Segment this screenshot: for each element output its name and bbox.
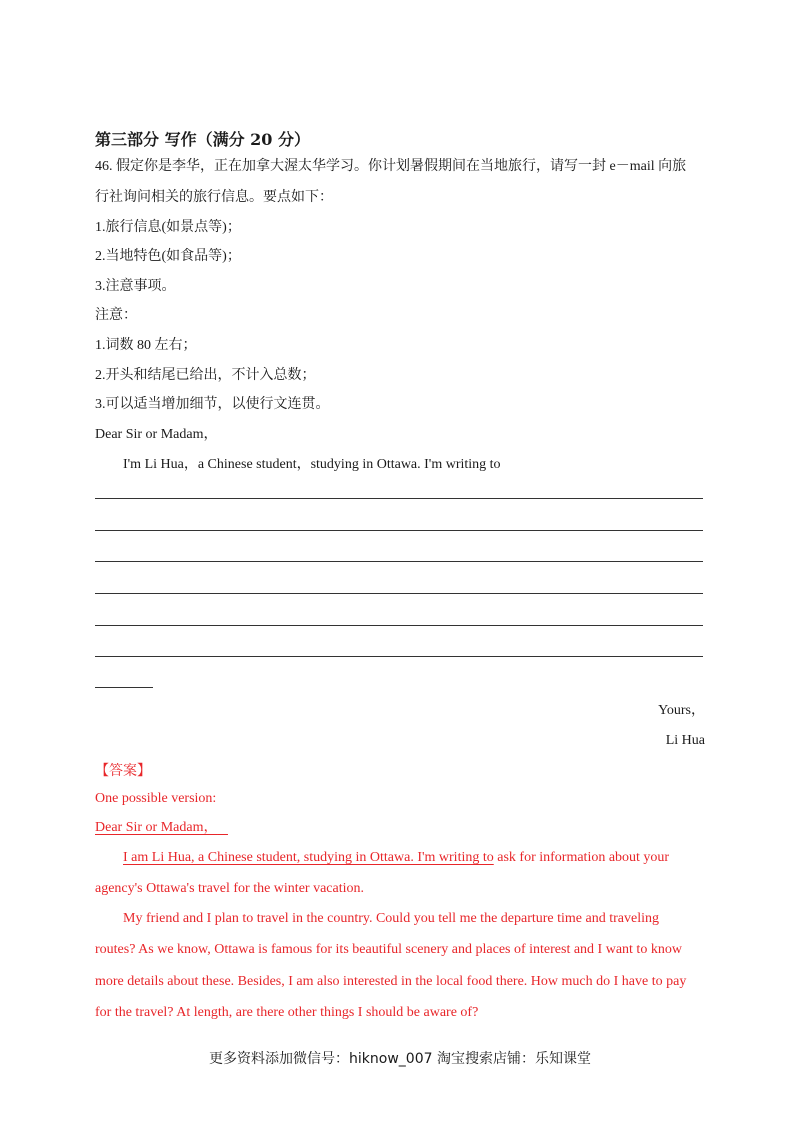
writing-line-1[interactable] — [95, 498, 703, 499]
writing-line-5[interactable] — [95, 625, 703, 626]
writing-line-2[interactable] — [95, 530, 703, 531]
writing-line-6[interactable] — [95, 656, 703, 657]
note-3: 3.可以适当增加细节，以使行文连贯。 — [95, 397, 330, 412]
point-2: 2.当地特色(如食品等)； — [95, 249, 241, 264]
writing-line-4[interactable] — [95, 593, 703, 594]
letter-opening: I'm Li Hua，a Chinese student，studying in Ottawa. I'm writing to — [123, 457, 501, 472]
note-1: 1.词数 80 左右； — [95, 338, 197, 353]
answer-label: 【答案】 — [95, 763, 151, 779]
letter-greeting: Dear Sir or Madam， — [95, 427, 218, 442]
answer-para-2-line-1: My friend and I plan to travel in the country. Could you tell me the departure time and traveling — [123, 911, 659, 926]
answer-para-2-line-3: more details about these. Besides, I am also interested in the local food there. How much do I have to pay — [95, 974, 687, 989]
letter-signature: Li Hua — [665, 733, 705, 748]
answer-intro: One possible version: — [95, 791, 217, 806]
writing-line-3[interactable] — [95, 561, 703, 562]
answer-given-opening: I am Li Hua, a Chinese student, studying in Ottawa. I'm writing to — [123, 850, 494, 865]
answer-para-2-line-2: routes? As we know, Ottawa is famous for its beautiful scenery and places of interest and I want to know — [95, 942, 682, 957]
task-prompt-line-2: 行社询问相关的旅行信息。要点如下： — [95, 190, 333, 205]
point-1: 1.旅行信息(如景点等)； — [95, 220, 241, 235]
answer-greeting-text: Dear Sir or Madam， — [95, 820, 218, 835]
point-3: 3.注意事项。 — [95, 279, 176, 294]
answer-para-2-line-4: for the travel? At length, are there other things I should be aware of? — [95, 1005, 479, 1020]
answer-para-1-rest: ask for information about your — [493, 850, 670, 865]
letter-closing: Yours， — [658, 703, 705, 718]
writing-line-7[interactable] — [95, 687, 153, 688]
answer-greeting — [95, 819, 228, 837]
answer-para-1-line-2: agency's Ottawa's travel for the winter vacation. — [95, 881, 364, 896]
page-footer: 更多资料添加微信号：hiknow_007 淘宝搜索店铺：乐知课堂 — [209, 1051, 591, 1067]
answer-para-1-line-1 — [123, 849, 669, 867]
section-title: 第三部分 写作（满分 20 分） — [95, 130, 310, 149]
notes-label: 注意： — [95, 308, 137, 323]
note-2: 2.开头和结尾已给出，不计入总数； — [95, 368, 316, 383]
task-prompt-line-1: 46. 假定你是李华，正在加拿大渥太华学习。你计划暑假期间在当地旅行，请写一封 e－mail 向旅 — [95, 159, 687, 174]
